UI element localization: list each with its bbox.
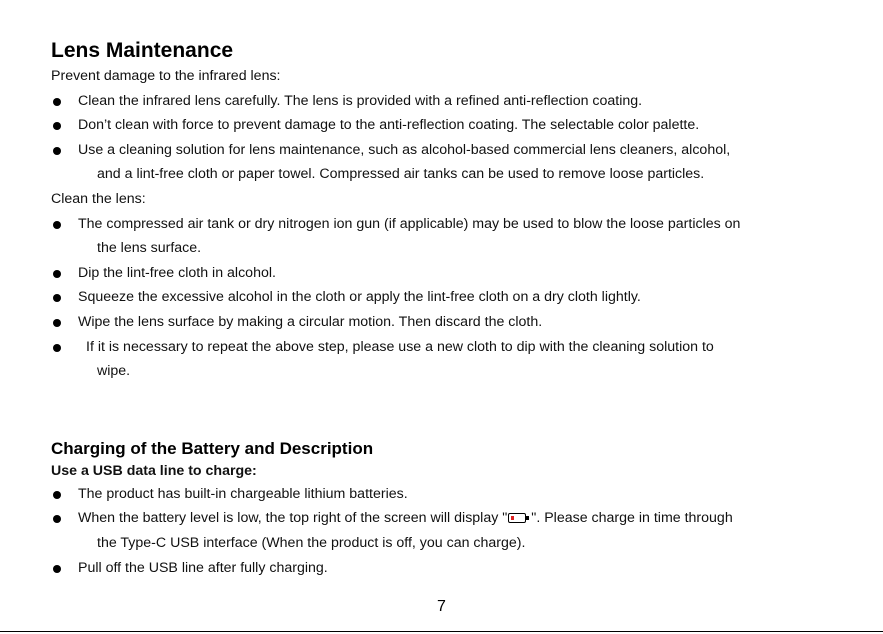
list-item: [51, 89, 851, 114]
list-item: [51, 335, 851, 384]
list-item-text: Don’t clean with force to prevent damage to the anti-reflection coating. The selectable color palette.: [78, 117, 700, 134]
bullet-icon: [53, 565, 61, 573]
bullet-icon: [53, 98, 61, 106]
low-battery-icon: [508, 512, 530, 524]
lens-bullet-list-b: [51, 212, 851, 384]
list-item: [51, 556, 851, 581]
charging-bullet-list: [51, 482, 851, 580]
bullet-icon: [53, 344, 61, 352]
list-item: [51, 506, 851, 555]
list-item-continuation: and a lint-free cloth or paper towel. Compressed air tanks can be used to remove loose particles.: [97, 166, 705, 183]
list-item: [51, 310, 851, 335]
list-item-text: Dip the lint-free cloth in alcohol.: [78, 264, 276, 281]
list-item-text: [78, 506, 851, 531]
battery-text-after: ". Please charge in time through: [531, 510, 733, 527]
section-title-lens-maintenance: Lens Maintenance: [51, 39, 234, 62]
bullet-icon: [53, 319, 61, 327]
charging-subtitle: Use a USB data line to charge:: [51, 462, 257, 479]
list-item-text: The product has built-in chargeable lithium batteries.: [78, 485, 408, 502]
list-item-text: Use a cleaning solution for lens maintenance, such as alcohol-based commercial lens cleaners, alcohol,: [78, 141, 731, 158]
bullet-icon: [53, 491, 61, 499]
bullet-icon: [53, 515, 61, 523]
list-item-text: If it is necessary to repeat the above step, please use a new cloth to dip with the cleaning solution to: [86, 338, 714, 355]
list-item: [51, 212, 851, 261]
list-item: [51, 261, 851, 286]
list-item-continuation: wipe.: [97, 363, 131, 380]
bullet-icon: [53, 147, 61, 155]
list-item-text: Clean the infrared lens carefully. The lens is provided with a refined anti-reflection coating.: [78, 92, 643, 109]
document-page: [51, 38, 851, 580]
bullet-icon: [53, 122, 61, 130]
bottom-rule: [0, 631, 883, 632]
lens-bullet-list-a: [51, 89, 851, 187]
bullet-icon: [53, 221, 61, 229]
list-item: [51, 482, 851, 507]
list-item: [51, 285, 851, 310]
list-item-continuation: the lens surface.: [97, 240, 202, 257]
page-number: 7: [437, 598, 446, 615]
lens-intro: Prevent damage to the infrared lens:: [51, 68, 281, 84]
list-item-text: Wipe the lens surface by making a circular motion. Then discard the cloth.: [78, 313, 543, 330]
list-item-text: The compressed air tank or dry nitrogen ion gun (if applicable) may be used to blow the loose particles on: [78, 215, 741, 232]
section-title-charging: Charging of the Battery and Description: [51, 438, 374, 458]
list-item: [51, 113, 851, 138]
list-item: [51, 138, 851, 187]
bullet-icon: [53, 294, 61, 302]
clean-lens-label: Clean the lens:: [51, 190, 146, 207]
section-spacer: [51, 384, 851, 438]
list-item-text: Pull off the USB line after fully charging.: [78, 559, 328, 576]
list-item-continuation: the Type-C USB interface (When the product is off, you can charge).: [97, 534, 526, 551]
bullet-icon: [53, 270, 61, 278]
battery-text-before: When the battery level is low, the top right of the screen will display ": [78, 510, 508, 527]
list-item-text: Squeeze the excessive alcohol in the cloth or apply the lint-free cloth on a dry cloth lightly.: [78, 289, 641, 306]
